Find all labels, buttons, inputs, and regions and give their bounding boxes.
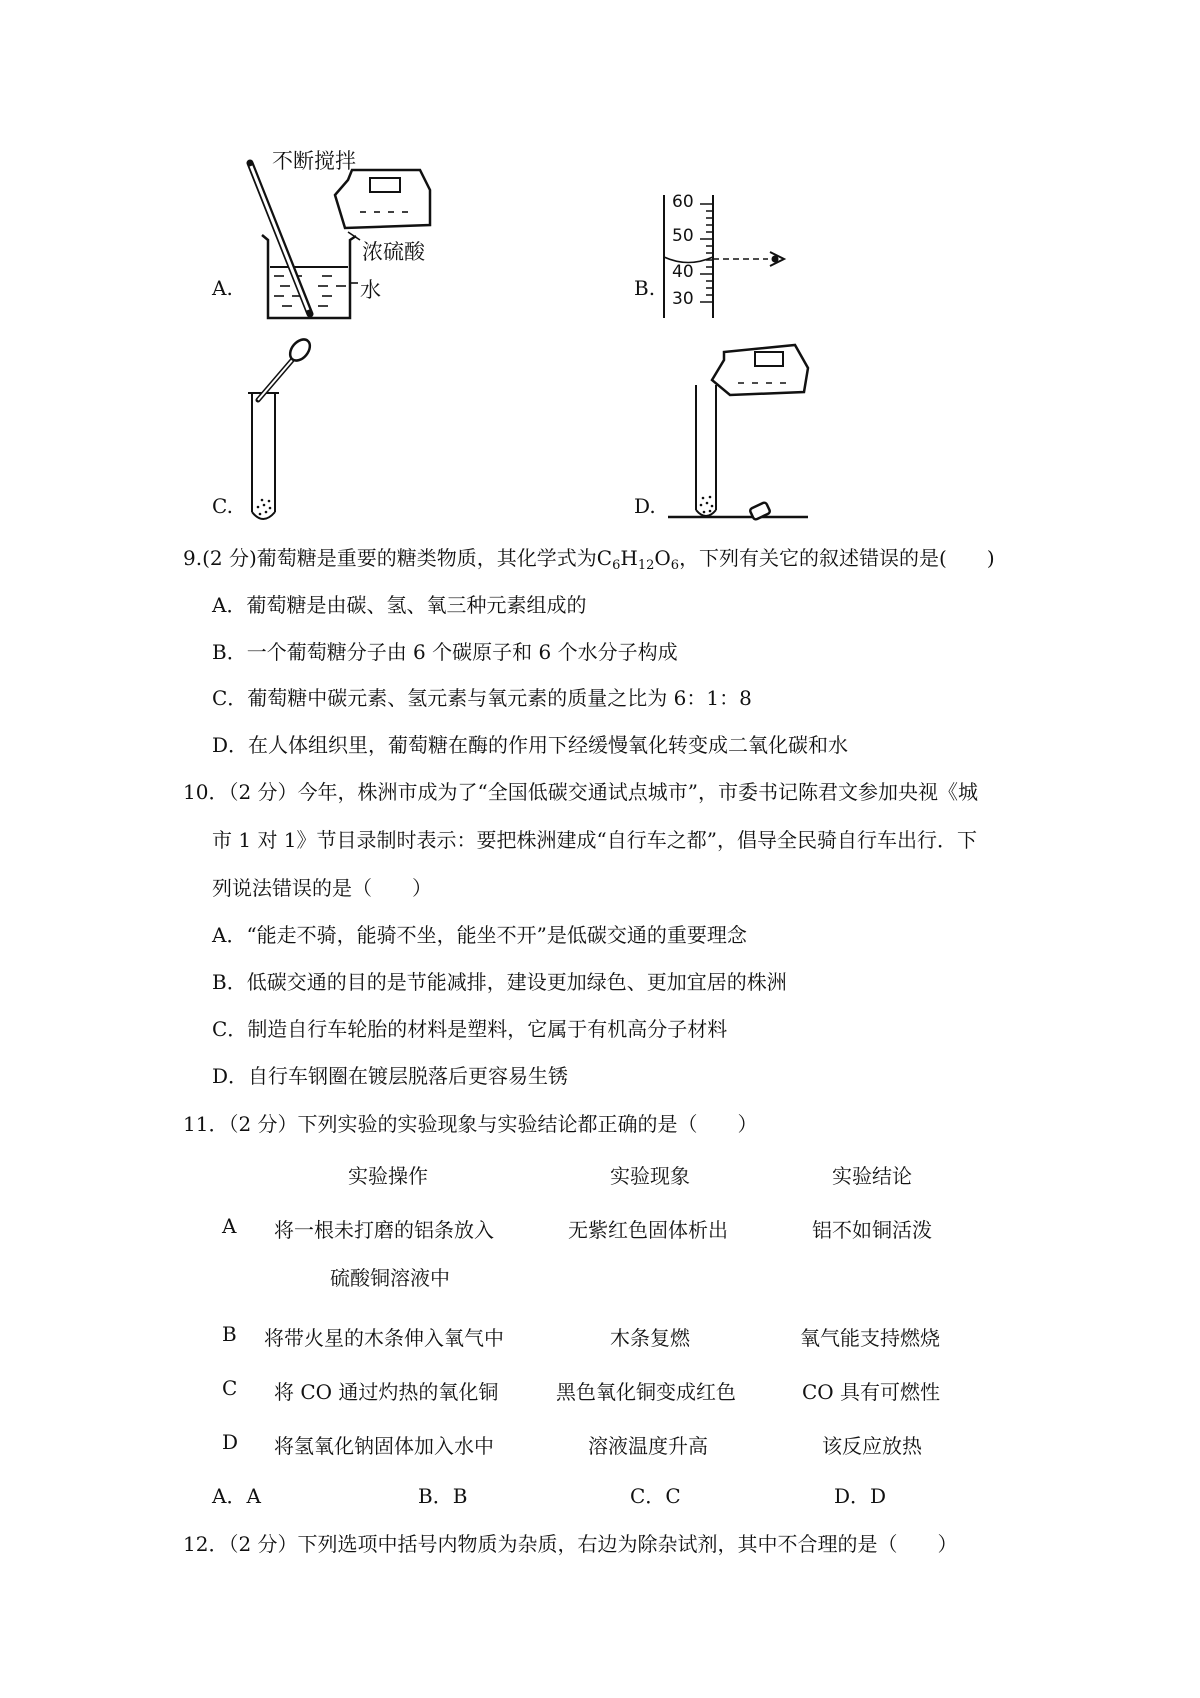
q10-stem-line-3: 列说法错误的是（ ） (212, 876, 432, 900)
q11-row-c-key: C (222, 1376, 238, 1400)
figure-b-tick-50: 50 (672, 226, 694, 246)
figure-b-tick-30: 30 (672, 289, 694, 309)
q11-row-c-operation: 将 CO 通过灼热的氧化铜 (274, 1380, 499, 1404)
q11-option-b: B．B (418, 1484, 468, 1508)
q11-row-c-phenomenon: 黑色氧化铜变成红色 (556, 1380, 736, 1404)
q9-option-b: B．一个葡萄糖分子由 6 个碳原子和 6 个水分子构成 (212, 640, 678, 664)
q11-header-phenomenon: 实验现象 (610, 1164, 690, 1188)
figure-a-stir-label: 不断搅拌 (272, 149, 356, 173)
q10-option-a: A．“能走不骑，能骑不坐，能坐不开”是低碳交通的重要理念 (212, 923, 747, 947)
q10-stem-line-2: 市 1 对 1》节目录制时表示：要把株洲建成“自行车之都”，倡导全民骑自行车出行．下 (212, 828, 977, 852)
q9-stem (183, 542, 995, 571)
q9-formula: $C_6H_{12}O_6$ (596, 546, 680, 573)
figure-a-acid-label: 浓硫酸 (362, 240, 425, 264)
q9-option-a: A．葡萄糖是由碳、氢、氧三种元素组成的 (212, 593, 587, 617)
q9-option-d: D．在人体组织里，葡萄糖在酶的作用下经缓慢氧化转变成二氧化碳和水 (212, 733, 849, 757)
q11-stem: 11．（2 分）下列实验的实验现象与实验结论都正确的是（ ） (183, 1112, 758, 1136)
q11-option-c: C．C (630, 1484, 681, 1508)
q11-row-c-conclusion: CO 具有可燃性 (802, 1380, 941, 1404)
q11-row-b-key: B (222, 1322, 237, 1346)
q11-row-b-operation: 将带火星的木条伸入氧气中 (264, 1326, 504, 1350)
figure-a-label: A. (212, 276, 233, 300)
q11-row-d-phenomenon: 溶液温度升高 (588, 1434, 708, 1458)
q10-option-b: B．低碳交通的目的是节能减排，建设更加绿色、更加宜居的株洲 (212, 970, 787, 994)
q11-row-d-conclusion: 该反应放热 (822, 1434, 922, 1458)
q11-option-d: D．D (834, 1484, 887, 1508)
figure-a-water-label: 水 (360, 278, 381, 302)
figure-b-label: B. (634, 276, 656, 300)
q11-row-b-conclusion: 氧气能支持燃烧 (800, 1326, 940, 1350)
figure-b-tick-60: 60 (672, 192, 694, 212)
q12-stem: 12．（2 分）下列选项中括号内物质为杂质，右边为除杂试剂，其中不合理的是（ ） (183, 1532, 958, 1556)
q9-stem-pre: 葡萄糖是重要的糖类物质，其化学式为 (256, 546, 597, 570)
q11-row-d-operation: 将氢氧化钠固体加入水中 (274, 1434, 494, 1458)
q9-option-c: C．葡萄糖中碳元素、氢元素与氧元素的质量之比为 6：1：8 (212, 686, 752, 710)
q11-row-a-conclusion: 铝不如铜活泼 (812, 1218, 932, 1242)
q9-stem-post: ，下列有关它的叙述错误的是( ) (679, 546, 995, 570)
q10-stem-line-1: 10．（2 分）今年，株洲市成为了“全国低碳交通试点城市”，市委书记陈君文参加央视《城 (183, 780, 978, 804)
q11-option-a: A．A (212, 1484, 261, 1508)
q11-row-b-phenomenon: 木条复燃 (610, 1326, 690, 1350)
q11-row-d-key: D (222, 1430, 239, 1454)
figure-d-label: D. (634, 494, 656, 518)
q11-header-conclusion: 实验结论 (832, 1164, 912, 1188)
q9-number: 9. (183, 546, 203, 570)
q10-option-d: D．自行车钢圈在镀层脱落后更容易生锈 (212, 1064, 569, 1088)
q11-row-a-key: A (222, 1214, 237, 1238)
q11-header-operation: 实验操作 (348, 1164, 428, 1188)
q11-row-a-operation: 将一根未打磨的铝条放入 (274, 1218, 494, 1242)
q10-option-c: C．制造自行车轮胎的材料是塑料，它属于有机高分子材料 (212, 1017, 728, 1041)
figure-b-tick-40: 40 (672, 262, 694, 282)
figure-c-label: C. (212, 494, 233, 518)
q9-score: (2 分) (202, 546, 257, 570)
q11-row-a-operation-cont: 硫酸铜溶液中 (330, 1266, 450, 1290)
q11-row-a-phenomenon: 无紫红色固体析出 (568, 1218, 728, 1242)
